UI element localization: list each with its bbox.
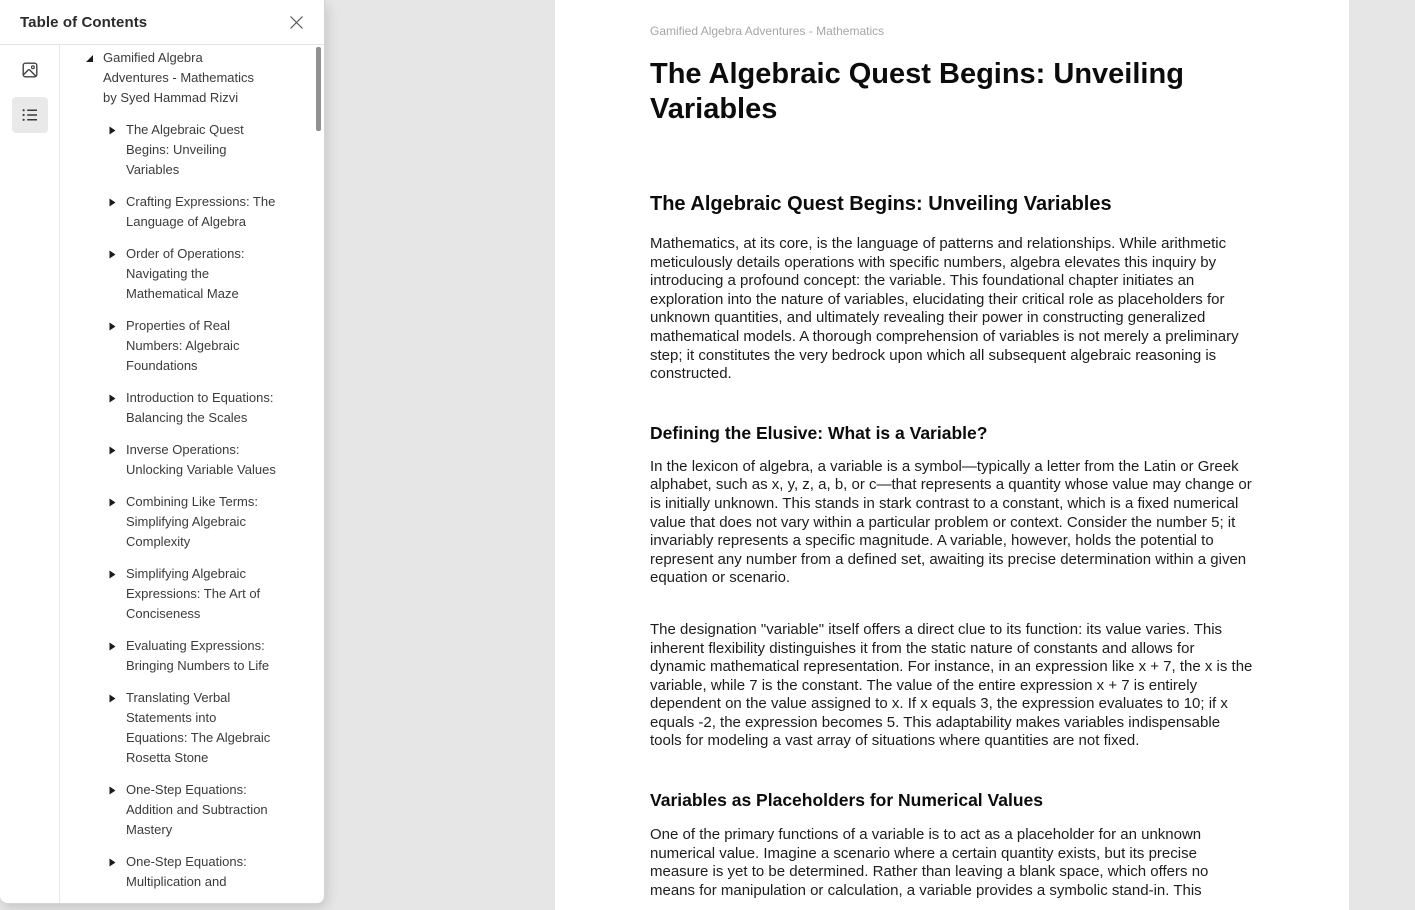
toc-body (0, 45, 324, 903)
expand-icon[interactable] (107, 445, 117, 455)
table-of-contents-panel (0, 0, 325, 904)
expand-icon[interactable] (107, 125, 117, 135)
toc-item-label: Introduction to Equations: Balancing the Scales (126, 390, 274, 425)
toc-item-label: Evaluating Expressions: Bringing Numbers to Life (126, 638, 270, 673)
page-title: The Algebraic Quest Begins: Unveiling Variables (650, 58, 1184, 125)
toc-item[interactable] (107, 388, 324, 428)
toc-root-label: Gamified Algebra Adventures - Mathematics by Syed Hammad Rizvi (103, 50, 255, 105)
toc-item[interactable] (107, 780, 324, 840)
paragraph-defining-1: In the lexicon of algebra, a variable is a symbol—typically a letter from the Latin or Greek alphabet, such as x, y, z, a, b, or c—that represents a quantity whose value may change or is initially unknown. This stands in stark contrast to a constant, which is a fixed numerical value that does not vary within a particular problem or context. Consider the number 5; it invariably represents a specific magnitude. A variable, however, holds the potential to represent any number from a defined set, awaiting its precise determination within a given equation or scenario. (650, 457, 1252, 587)
toc-item-label: Simplifying Algebraic Expressions: The Art of Conciseness (126, 566, 261, 621)
toc-item[interactable] (107, 440, 324, 480)
toc-item[interactable] (107, 492, 324, 552)
subsection-heading-defining: Defining the Elusive: What is a Variable? (650, 422, 988, 443)
toc-scrollbar[interactable] (316, 47, 321, 131)
toc-item[interactable] (107, 636, 324, 676)
expand-icon[interactable] (107, 693, 117, 703)
toc-tree (60, 45, 324, 903)
toc-list-view-button[interactable] (12, 97, 48, 133)
breadcrumb: Gamified Algebra Adventures - Mathematics (650, 24, 885, 38)
toc-item-label: One-Step Equations: Addition and Subtraction Mastery (126, 782, 268, 837)
bullet-list-icon (20, 105, 40, 125)
toc-item-label: Combining Like Terms: Simplifying Algebraic Complexity (126, 494, 258, 549)
document-page (555, 0, 1349, 910)
toc-item-label: Translating Verbal Statements into Equations: The Algebraic Rosetta Stone (126, 690, 271, 765)
toc-item[interactable] (107, 564, 324, 624)
toc-item[interactable] (107, 316, 324, 376)
toc-item-label: Crafting Expressions: The Language of Algebra (126, 194, 276, 229)
toc-item[interactable] (107, 688, 324, 768)
toc-item-label: Properties of Real Numbers: Algebraic Foundations (126, 318, 240, 373)
expand-icon[interactable] (107, 857, 117, 867)
toc-title: Table of Contents (20, 13, 148, 31)
close-button[interactable] (278, 4, 314, 40)
toc-header (0, 0, 324, 45)
toc-item-label: Order of Operations: Navigating the Mathematical Maze (126, 246, 245, 301)
paragraph-placeholders: One of the primary functions of a variable is to act as a placeholder for an unknown numerical value. Imagine a scenario where a certain quantity exists, but its precise measure is yet to be determined. Rather than leaving a blank space, which offers no means for manipulation or calculation, a variable provides a symbolic stand-in. This (650, 826, 1209, 899)
toc-item-label: Inverse Operations: Unlocking Variable Values (126, 442, 276, 477)
expand-icon[interactable] (107, 569, 117, 579)
section-heading: The Algebraic Quest Begins: Unveiling Variables (650, 193, 1112, 215)
toc-item[interactable] (107, 852, 324, 892)
toc-item[interactable] (107, 192, 324, 232)
paragraph-defining-2: The designation "variable" itself offers a direct clue to its function: its value varies. This inherent flexibility distinguishes it from the static nature of constants and allows for dynamic mathematical representation. For instance, in an expression like x + 7, the x is the variable, while 7 is the constant. The value of the entire expression x + 7 is entirely dependent on the value assigned to x. If x equals 3, the expression evaluates to 10; if x equals -2, the expression becomes 5. This adaptability makes variables indispensable tools for modeling a vast array of situations where quantities are not fixed. (650, 620, 1253, 750)
toc-item[interactable] (107, 244, 324, 304)
expand-icon[interactable] (107, 249, 117, 259)
expand-icon[interactable] (107, 393, 117, 403)
expand-icon[interactable] (107, 497, 117, 507)
toc-item[interactable] (107, 120, 324, 180)
image-view-button[interactable] (12, 52, 48, 88)
expand-icon[interactable] (107, 321, 117, 331)
view-switch-rail (0, 45, 60, 903)
expand-icon[interactable] (107, 641, 117, 651)
document-content (555, 0, 1349, 900)
close-icon (289, 15, 304, 30)
paragraph-intro: Mathematics, at its core, is the language of patterns and relationships. While arithmetic meticulously details operations with specific numbers, algebra elevates this inquiry by introducing a profound concept: the variable. This foundational chapter initiates an exploration into the nature of variables, elucidating their critical role as placeholders for unknown quantities, and ultimately revealing their power in constructing generalized mathematical models. A thorough comprehension of variables is not merely a preliminary step; it constitutes the very bedrock upon which all subsequent algebraic reasoning is constructed. (650, 235, 1239, 383)
image-icon (20, 60, 40, 80)
subsection-heading-placeholders: Variables as Placeholders for Numerical Values (650, 790, 1043, 811)
expand-icon[interactable] (107, 785, 117, 795)
expand-icon[interactable] (107, 197, 117, 207)
toc-root-item[interactable] (84, 48, 324, 108)
toc-item-label: One-Step Equations: Multiplication and (126, 854, 247, 889)
toc-item-label: The Algebraic Quest Begins: Unveiling Variables (126, 122, 244, 177)
collapse-expanded-icon[interactable] (84, 53, 94, 63)
